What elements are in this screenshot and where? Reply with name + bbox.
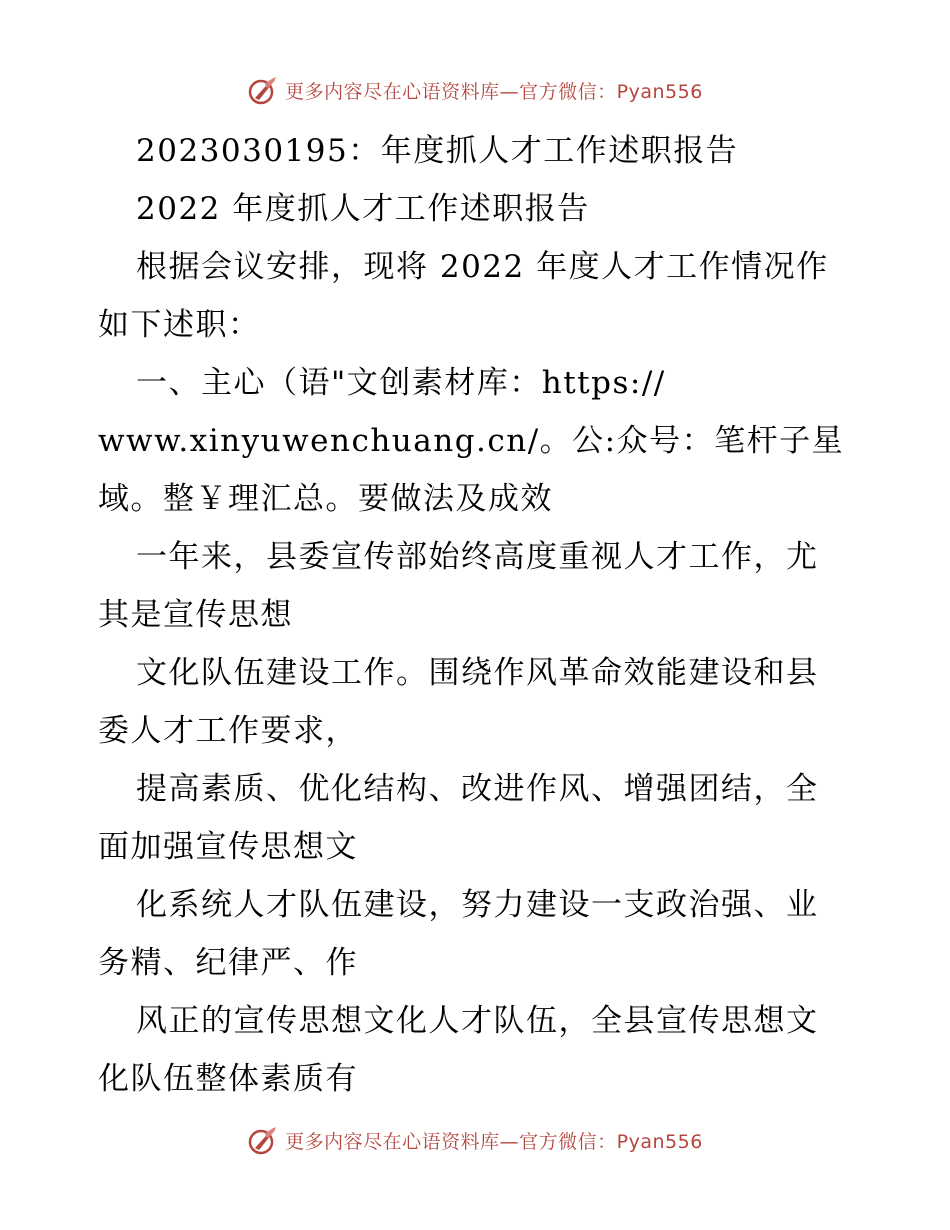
paragraph-line: 委人才工作要求， bbox=[98, 713, 358, 749]
paragraph-line: 化系统人才队伍建设，努力建设一支政治强、业 bbox=[136, 887, 819, 923]
paragraph-line: 提高素质、优化结构、改进作风、增强团结，全 bbox=[136, 771, 819, 807]
section-heading-line: www.xinyuwenchuang.cn/。公:众号：笔杆子星 bbox=[98, 423, 845, 459]
watermark-text: 更多内容尽在心语资料库—官方微信：Pyan556 bbox=[285, 1130, 703, 1153]
quill-logo-icon bbox=[247, 74, 279, 106]
footer-watermark bbox=[0, 1120, 950, 1160]
paragraph-line: 化队伍整体素质有 bbox=[98, 1061, 358, 1097]
doc-title-line: 2023030195：年度抓人才工作述职报告 bbox=[136, 133, 739, 169]
doc-subtitle-line: 2022 年度抓人才工作述职报告 bbox=[136, 191, 590, 227]
paragraph-line: 根据会议安排，现将 2022 年度人才工作情况作 bbox=[136, 249, 829, 285]
paragraph-line: 务精、纪律严、作 bbox=[98, 945, 358, 981]
section-heading-line: 一、主心（语"文创素材库：https:// bbox=[136, 365, 666, 401]
paragraph-line: 文化队伍建设工作。围绕作风革命效能建设和县 bbox=[136, 655, 819, 691]
header-watermark bbox=[0, 70, 950, 110]
paragraph-line: 一年来，县委宣传部始终高度重视人才工作，尤 bbox=[136, 539, 819, 575]
section-heading-line: 域。整￥理汇总。要做法及成效 bbox=[98, 481, 553, 517]
document-body bbox=[98, 122, 858, 1108]
paragraph-line: 其是宣传思想 bbox=[98, 597, 293, 633]
paragraph-line: 面加强宣传思想文 bbox=[98, 829, 358, 865]
paragraph-line: 如下述职： bbox=[98, 307, 261, 343]
quill-logo-icon bbox=[247, 1124, 279, 1156]
paragraph-line: 风正的宣传思想文化人才队伍，全县宣传思想文 bbox=[136, 1003, 819, 1039]
watermark-text: 更多内容尽在心语资料库—官方微信：Pyan556 bbox=[285, 80, 703, 103]
